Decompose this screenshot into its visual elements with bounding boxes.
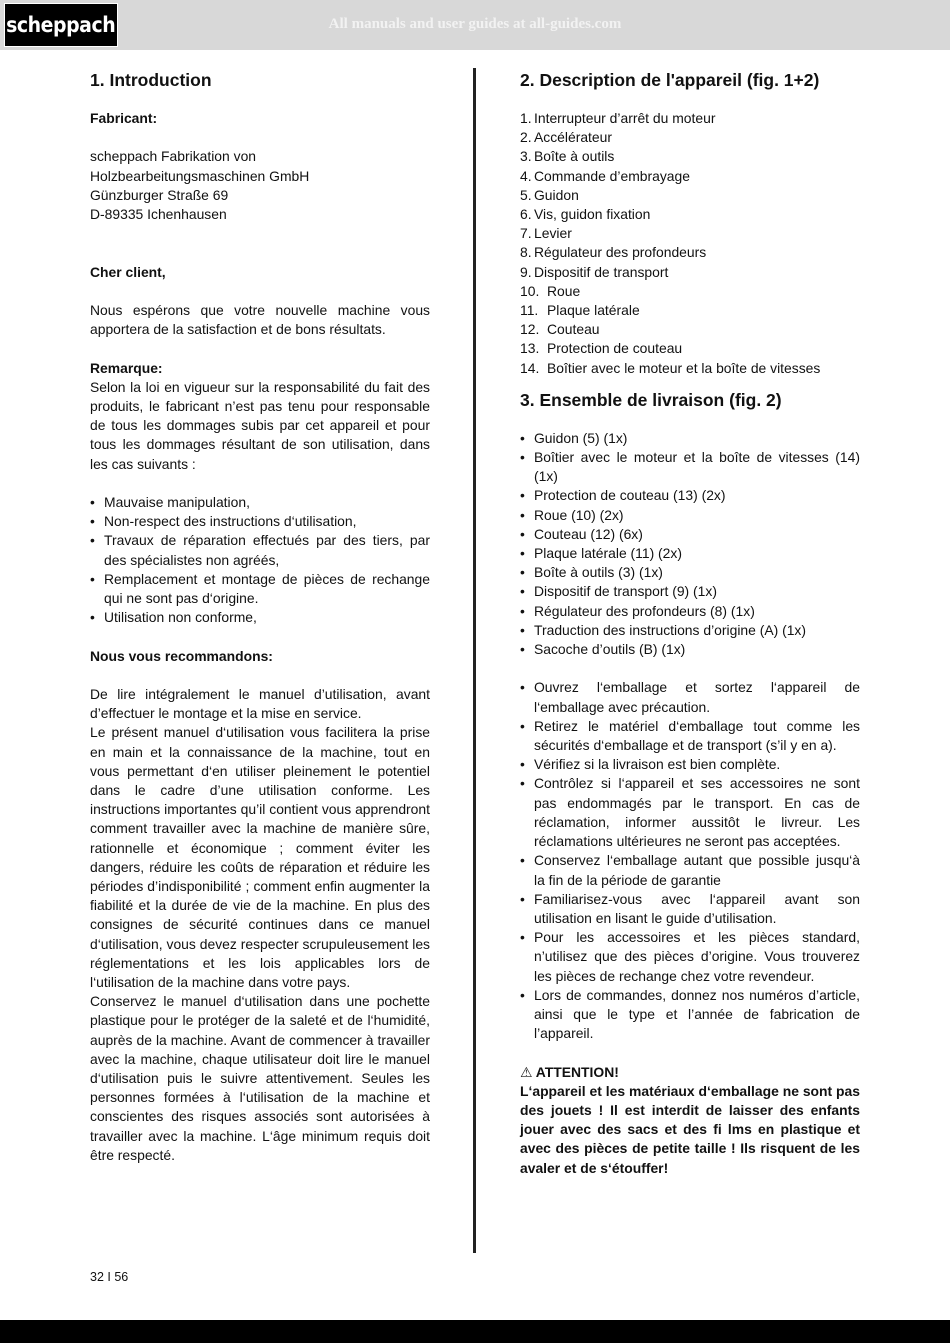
part-item [520, 224, 860, 243]
list-item: • Protection de couteau (13) (2x) [520, 486, 860, 505]
part-item [520, 263, 860, 282]
part-number: 2. [520, 129, 532, 146]
part-item [520, 243, 860, 262]
page-number: 32 I 56 [90, 1270, 129, 1284]
list-item: • Traduction des instructions d’origine (A) (1x) [520, 621, 860, 640]
attention-label: ⚠ ATTENTION! [520, 1063, 619, 1080]
manufacturer-label: Fabricant: [90, 110, 158, 126]
list-item: • Régulateur des profondeurs (8) (1x) [520, 602, 860, 621]
unpacking-instructions-list [520, 678, 860, 1043]
part-item [520, 186, 860, 205]
part-label: Régulateur des profondeurs [534, 244, 707, 261]
list-item: • Dispositif de transport (9) (1x) [520, 582, 860, 601]
list-item: • Plaque latérale (11) (2x) [520, 544, 860, 563]
introduction-heading: 1. Introduction [90, 70, 212, 90]
part-number: 3. [520, 148, 532, 165]
footer-bar [0, 1320, 950, 1343]
list-item: • Ouvrez l‘emballage et sortez l‘appareil de l‘emballage avec précaution. [520, 678, 860, 716]
part-label: Dispositif de transport [534, 263, 669, 280]
part-item [520, 339, 860, 358]
brand-logo-text: scheppach [6, 13, 116, 37]
part-number: 8. [520, 244, 532, 261]
part-number: 14. [520, 359, 540, 376]
part-item [520, 205, 860, 224]
part-item [520, 167, 860, 186]
column-divider [473, 68, 476, 1253]
list-item: • Sacoche d’outils (B) (1x) [520, 640, 860, 659]
part-number: 1. [520, 110, 532, 126]
list-item: • Pour les accessoires et les pièces standard, n’utilisez que des pièces d’origine. Vous trouverez les pièces de rechange chez votre revendeur. [520, 928, 860, 986]
list-item: • Lors de commandes, donnez nos numéros d’article, ainsi que le type et l’année de fabrication de l’appareil. [520, 986, 860, 1044]
recommend-label: Nous vous recommandons: [90, 647, 273, 664]
greeting: Cher client, [90, 263, 166, 280]
part-number: 12. [520, 321, 540, 338]
part-label: Roue [547, 282, 581, 299]
intro-paragraph: Nous espérons que votre nouvelle machine vous apportera de la satisfaction et de bons résultats. [90, 301, 430, 338]
list-item: • Guidon (5) (1x) [520, 429, 860, 448]
recommend-paragraph-2: Le présent manuel d‘utilisation vous facilitera la prise en main et la connaissance de la machine, tout en vous permettant d‘en utiliser pleinement le potentiel dans le cadre d’une utilisation conforme. Les instructions importantes qu’il contient vous apprendront comment travailler avec la machine de manière sûre, rationnelle et économique ; comment éviter les dangers, réduire les coûts de réparation et réduire les périodes d’indisponibilité ; comment enfin augmenter la fiabilité et la durée de vie de la machine. En plus des consignes de sécurité continues dans ce manuel d‘utilisation, vous devez respecter scrupuleusement les réglementations et les lois applicables lors de l‘utilisation de la machine dans votre pays. [90, 724, 430, 991]
watermark-text: All manuals and user guides at all-guides.com [328, 16, 622, 32]
left-column [90, 68, 430, 1165]
address-line: Holzbearbeitungsmaschinen GmbH [90, 167, 310, 184]
list-item: • Boîte à outils (3) (1x) [520, 563, 860, 582]
list-item: • Non-respect des instructions d‘utilisation, [90, 512, 430, 531]
list-item: • Vérifiez si la livraison est bien complète. [520, 755, 860, 774]
list-item: • Retirez le matériel d‘emballage tout comme les sécurités d‘emballage et de transport (s’il y en a). [520, 717, 860, 755]
list-item: • Roue (10) (2x) [520, 506, 860, 525]
list-item: • Contrôlez si l‘appareil et ses accessoires ne sont pas endommagés par le transport. En cas de réclamation, informer aussitôt le livreur. Les réclamations ultérieures ne seront pas acceptées. [520, 774, 860, 851]
attention-text: L‘appareil et les matériaux d‘emballage ne sont pas des jouets ! Il est interdit de laisser des enfants jouer avec des sacs et des fi lms en plastique et avec des pièces de petite taille ! Ils risquent de les avaler et de s‘étouffer! [520, 1082, 860, 1176]
part-label: Protection de couteau [547, 340, 683, 357]
part-number: 4. [520, 167, 532, 184]
part-item [520, 359, 860, 378]
part-label: Couteau [547, 321, 600, 338]
part-item [520, 109, 860, 128]
part-label: Plaque latérale [547, 302, 640, 319]
list-item: • Boîtier avec le moteur et la boîte de vitesses (14) (1x) [520, 448, 860, 486]
list-item: • Familiarisez-vous avec l‘appareil avant son utilisation en lisant le guide d’utilisation. [520, 890, 860, 928]
part-number: 9. [520, 263, 532, 280]
part-number: 5. [520, 186, 532, 203]
part-label: Vis, guidon fixation [534, 206, 651, 223]
part-label: Boîtier avec le moteur et la boîte de vitesses [547, 359, 821, 376]
part-label: Accélérateur [534, 129, 612, 146]
list-item: • Couteau (12) (6x) [520, 525, 860, 544]
part-label: Commande d’embrayage [534, 167, 690, 184]
part-item [520, 301, 860, 320]
recommend-paragraph-3: Conservez le manuel d‘utilisation dans une pochette plastique pour le protéger de la saleté et de l‘humidité, auprès de la machine. Avant de commencer à travailler avec la machine, chaque utilisateur doit lire le manuel d‘utilisation puis le suivre attentivement. Seules les personnes formées à l‘utilisation de la machine et conscientes des risques associés sont autorisées à travailler avec la machine. L‘âge minimum requis doit être respecté. [90, 993, 430, 1163]
delivery-list [520, 429, 860, 659]
recommend-paragraph-1: De lire intégralement le manuel d’utilisation, avant d’effectuer le montage et la mise en service. [90, 685, 430, 722]
list-item: • Travaux de réparation effectués par des tiers, par des spécialistes non agréés, [90, 531, 430, 569]
list-item: • Conservez l‘emballage autant que possible jusqu‘à la fin de la période de garantie [520, 851, 860, 889]
part-label: Boîte à outils [534, 148, 615, 165]
right-column [520, 68, 860, 1178]
list-item: • Utilisation non conforme, [90, 608, 430, 627]
part-number: 7. [520, 225, 532, 242]
parts-list [520, 109, 860, 378]
delivery-heading: 3. Ensemble de livraison (fig. 2) [520, 389, 782, 410]
address-line: Günzburger Straße 69 [90, 186, 229, 203]
part-number: 11. [520, 302, 539, 319]
part-item [520, 282, 860, 301]
part-number: 13. [520, 340, 540, 357]
address-line: D-89335 Ichenhausen [90, 206, 227, 222]
manufacturer-address [90, 147, 430, 224]
note-label: Remarque: [90, 359, 163, 376]
note-paragraph: Selon la loi en vigueur sur la responsabilité du fait des produits, le fabricant n’est pas tenu pour responsable de tous les dommages subis par cet appareil et pour tous les dommages résultant de son utilisation, dans les cas suivants : [90, 378, 430, 472]
part-label: Guidon [534, 186, 579, 203]
header-bar [0, 0, 950, 50]
part-item [520, 147, 860, 166]
part-label: Levier [534, 225, 572, 242]
description-heading: 2. Description de l'appareil (fig. 1+2) [520, 70, 820, 90]
part-item [520, 128, 860, 147]
part-number: 6. [520, 206, 532, 223]
address-line: scheppach Fabrikation von [90, 148, 257, 165]
list-item: • Mauvaise manipulation, [90, 493, 430, 512]
part-number: 10. [520, 282, 540, 299]
part-item [520, 320, 860, 339]
part-label: Interrupteur d’arrêt du moteur [534, 110, 716, 126]
list-item: • Remplacement et montage de pièces de rechange qui ne sont pas d‘origine. [90, 570, 430, 608]
liability-cases-list [90, 493, 430, 627]
